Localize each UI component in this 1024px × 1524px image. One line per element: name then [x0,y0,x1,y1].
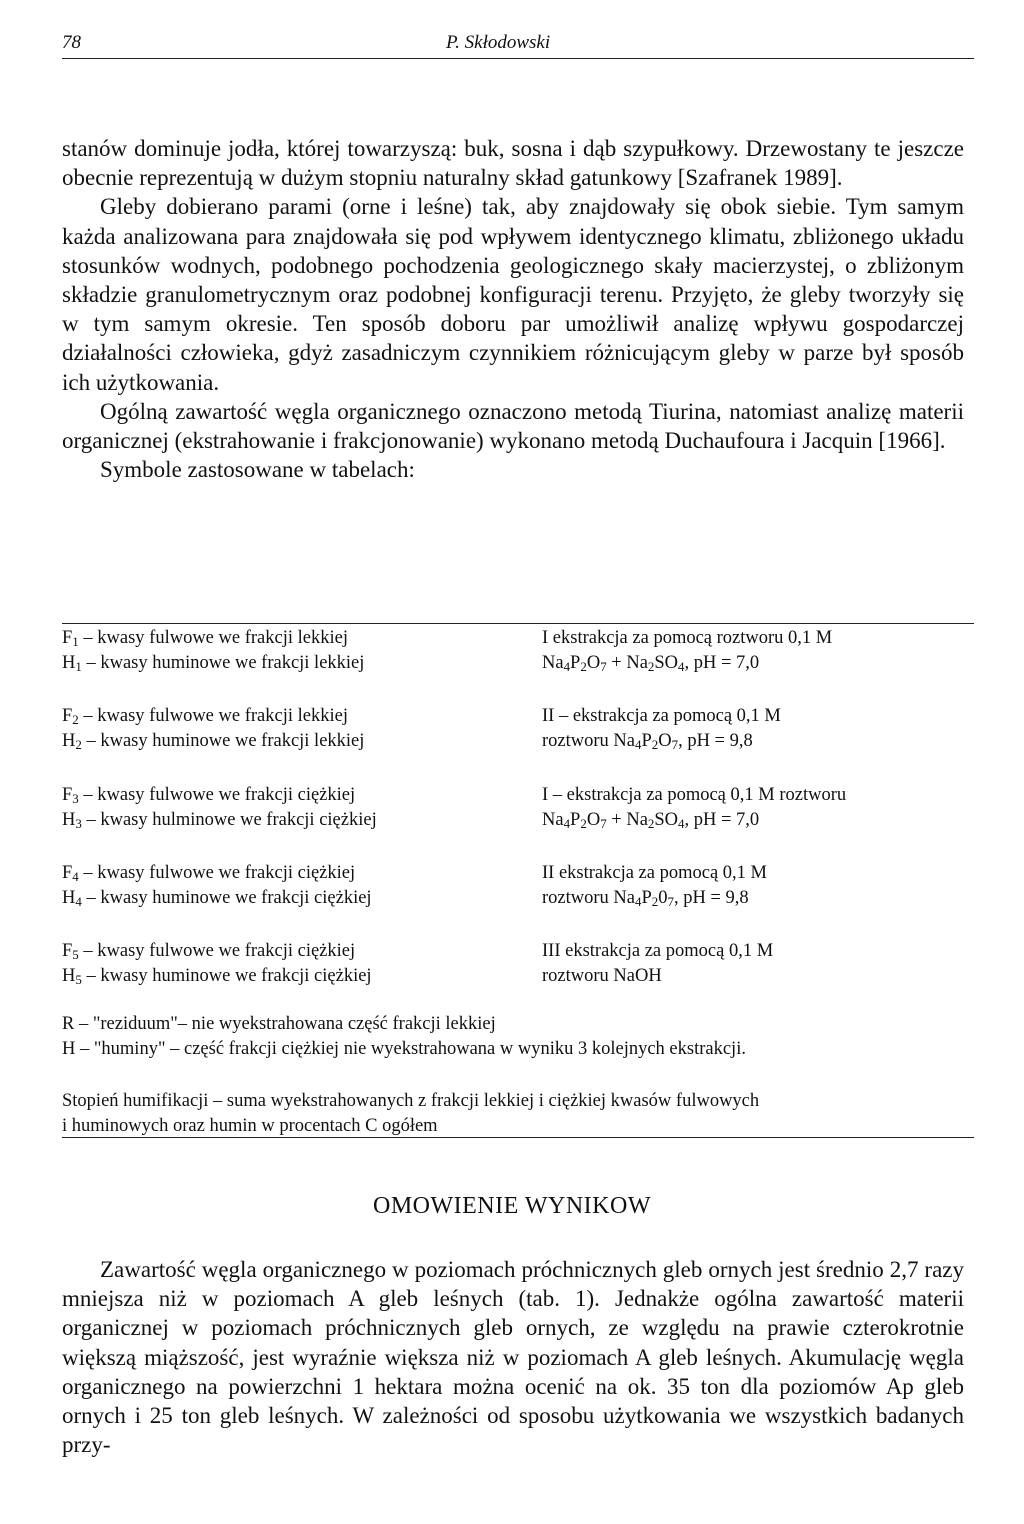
results-paragraph: Zawartość węgla organicznego w poziomach próchnicznych gleb ornych jest średnio 2,7 razy mniejsza niż w poziomach A gleb leśnych (tab. 1). Jednakże ogólna zawartość materii organicznej w poziomach próchnicznych gleb ornych, ze względu na prawie czterokrotnie większą miąższość, jest wyraźnie większa niż w poziomach A gleb leśnych. Akumulację węgla organicznego na powierzchni 1 hektara można ocenić na ok. 35 ton dla poziomów Ap gleb ornych i 25 ton gleb leśnych. W zależności od sposobu użytkowania we wszystkich badanych przy- [62,1257,964,1458]
extraction-right-col [542,861,767,910]
paragraph-1: stanów dominuje jodła, której towarzyszą: buk, sosna i dąb szypułkowy. Drzewostany te jeszcze obecnie reprezentują w dużym stopniu naturalny skład gatunkowy [Szafranek 1989]. [62,136,964,191]
symbol-f1: $F_1$ – kwasy fulwowe we frakcji lekkiej [62,628,348,649]
extraction-desc: III ekstrakcja za pomocą 0,1 M [542,941,774,961]
extraction-formula: roztworu NaOH [542,965,662,986]
extraction-right-col [542,939,773,988]
intro-text [62,134,964,484]
extraction-formula: $Na_4P_2O_7 + Na_2SO_4$, pH = 7,0 [542,652,760,674]
symbol-f2: $F_2$ – kwasy fulwowe we frakcji lekkiej [62,706,348,727]
symbol-left-col [62,939,372,988]
paragraph-3: Ogólną zawartość węgla organicznego oznaczono metodą Tiurina, natomiast analizę materii organicznej (ekstrahowanie i frakcjonowanie) wykonano metodą Duchaufoura i Jacquin [1966]. [62,398,964,454]
running-header [62,32,974,59]
symbol-group-5 [62,939,974,989]
extraction-right-col [542,704,781,753]
symbol-h5: $H_5$ – kwasy huminowe we frakcji ciężkiej [62,965,372,987]
symbol-left-col [62,861,372,910]
extraction-desc: I ekstrakcja za pomocą roztworu 0,1 M [542,628,833,648]
symbol-group-2 [62,704,974,754]
running-author: P. Skłodowski [446,32,551,53]
section-heading: OMOWIENIE WYNIKOW [373,1193,651,1219]
extraction-desc: II ekstrakcja za pomocą 0,1 M [542,863,767,883]
extraction-formula: roztworu $Na_4P_2O_7$, pH = 9,8 [542,730,753,752]
symbol-group-3 [62,783,974,833]
symbol-group-4 [62,861,974,911]
page-number: 78 [62,32,81,53]
note-stopien-line-2: i huminowych oraz humin w procentach C ogółem [62,1115,438,1136]
symbol-h2: $H_2$ – kwasy huminowe we frakcji lekkiej [62,730,365,752]
extraction-formula: $Na_4P_2O_7 + Na_2SO_4$, pH = 7,0 [542,809,760,831]
extraction-right-col [542,783,846,832]
note-reziduum: R – "reziduum"– nie wyekstrahowana część frakcji lekkiej [62,1014,496,1034]
residue-notes [62,1012,974,1061]
humification-note [62,1089,974,1138]
symbol-h1: $H_1$ – kwasy huminowe we frakcji lekkiej [62,652,365,674]
table-top-rule [62,623,974,624]
paragraph-4: Symbole zastosowane w tabelach: [100,457,415,483]
paragraph-2: Gleby dobierano parami (orne i leśne) tak, aby znajdowały się obok siebie. Tym samym każda analizowana para znajdowała się pod wpływem identycznego klimatu, zbliżonego układu stosunków wodnych, podobnego pochodzenia geologicznego skały macierzystej, o zbliżonym składzie granulometrycznym oraz podobnej konfiguracji terenu. Przyjęto, że gleby tworzyły się w tym samym okresie. Ten sposób doboru par umożliwił analizę wpływu gospodarczej działalności człowieka, gdyż zasadniczym czynnikiem różnicującym gleby w parze był sposób ich użytkowania. [62,194,964,395]
extraction-formula: roztworu $Na_4P_20_7$, pH = 9,8 [542,887,749,909]
symbol-f5: $F_5$ – kwasy fulwowe we frakcji ciężkiej [62,941,356,962]
extraction-right-col [542,626,832,675]
symbol-h3: $H_3$ – kwasy hulminowe we frakcji ciężkiej [62,809,377,831]
symbol-h4: $H_4$ – kwasy huminowe we frakcji ciężkiej [62,887,372,909]
symbol-left-col [62,626,364,675]
note-stopien-line-1: Stopień humifikacji – suma wyekstrahowanych z frakcji lekkiej i ciężkiej kwasów fulwowych [62,1091,760,1111]
extraction-desc: II – ekstrakcja za pomocą 0,1 M [542,706,781,726]
symbol-f4: $F_4$ – kwasy fulwowe we frakcji ciężkiej [62,863,356,884]
table-bottom-rule [62,1137,974,1138]
symbol-group-1 [62,626,974,676]
symbol-left-col [62,783,377,832]
symbol-left-col [62,704,364,753]
note-huminy: H – "huminy" – część frakcji ciężkiej nie wyekstrahowana w wyniku 3 kolejnych ekstrakcji. [62,1038,746,1059]
symbol-f3: $F_3$ – kwasy fulwowe we frakcji ciężkiej [62,785,356,806]
results-text [62,1255,964,1459]
extraction-desc: I – ekstrakcja za pomocą 0,1 M roztworu [542,785,847,805]
